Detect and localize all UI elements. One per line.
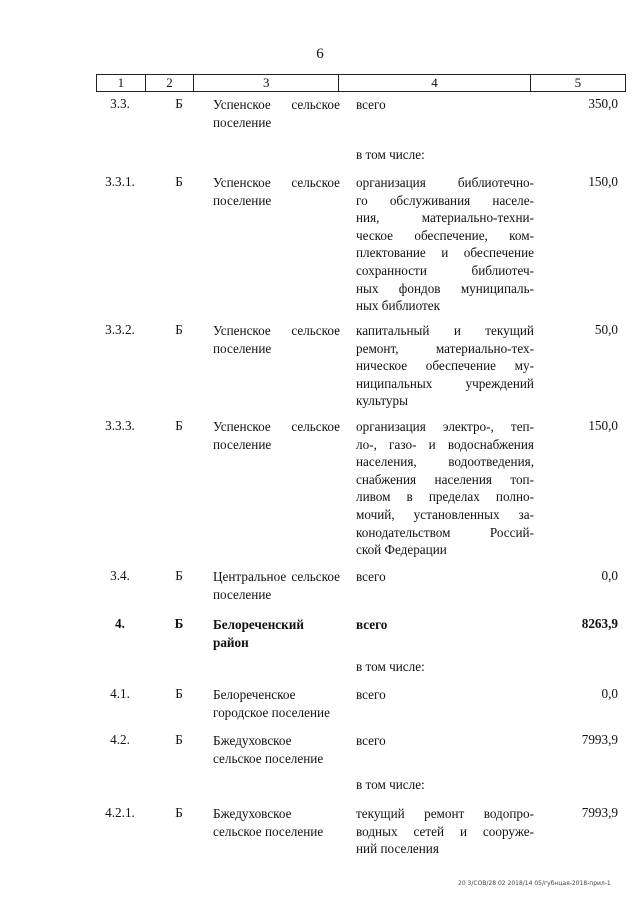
row-name: Успенское сельское поселение (213, 97, 340, 130)
row-name: Успенское сельское поселение (213, 323, 340, 356)
row-name: Центральное сельское поселение (213, 569, 340, 602)
header-cell: 3 (194, 75, 339, 91)
row-description: организация электро-, теп- ло-, газо- и водоснабжения населения, водоотведения, снабжения населения топ- ливом в пределах полно- мочий, установленных за- конодательством Россий- ской Федерации (356, 419, 534, 558)
row-category: Б (175, 686, 183, 701)
row-name: Белореченский район (213, 617, 304, 650)
row-amount: 7993,9 (581, 805, 618, 820)
header-cell: 4 (339, 75, 531, 91)
row-number: 3.3. (110, 96, 130, 111)
header-cell: 1 (97, 75, 146, 91)
row-name: Успенское сельское поселение (213, 419, 340, 452)
row-number: 4.2.1. (105, 805, 135, 820)
row-category: Б (175, 322, 183, 337)
row-description: всего (356, 569, 386, 584)
subtotal-label: в том числе: (356, 147, 425, 162)
row-amount: 8263,9 (581, 616, 618, 631)
row-name: Белореченское городское поселение (213, 687, 330, 720)
row-category: Б (175, 174, 183, 189)
row-name: Бжедуховское сельское поселение (213, 733, 324, 766)
row-number: 3.4. (110, 568, 130, 583)
row-number: 3.3.1. (105, 174, 135, 189)
subtotal-label: в том числе: (356, 659, 425, 674)
header-cell: 5 (574, 75, 582, 90)
row-description: всего (356, 97, 386, 112)
row-category: Б (174, 616, 184, 631)
row-amount: 7993,9 (581, 732, 618, 747)
row-category: Б (175, 96, 183, 111)
row-amount: 0,0 (601, 568, 618, 583)
document-footer-code: 20 3/СОВ/28 02 2018/14 05/губнцая-2018-прил-1 (458, 880, 611, 887)
row-category: Б (175, 732, 183, 747)
row-number: 4.2. (110, 732, 130, 747)
row-number: 3.3.2. (105, 322, 135, 337)
table-header-row (96, 74, 626, 92)
row-category: Б (175, 805, 183, 820)
row-description: капитальный и текущий ремонт, материально-тех- ническое обеспечение му- ниципальных учреждений культуры (356, 323, 534, 409)
row-description: всего (356, 733, 386, 748)
row-number: 3.3.3. (105, 418, 135, 433)
row-description: всего (356, 617, 388, 632)
subtotal-label: в том числе: (356, 777, 425, 792)
row-name: Успенское сельское поселение (213, 175, 340, 208)
row-amount: 50,0 (594, 322, 618, 337)
row-amount: 150,0 (588, 174, 618, 189)
row-amount: 150,0 (588, 418, 618, 433)
row-description: всего (356, 687, 386, 702)
row-category: Б (175, 418, 183, 433)
header-cell: 2 (146, 75, 195, 91)
row-category: Б (175, 568, 183, 583)
row-description: организация библиотечно- го обслуживания населе- ния, материально-техни- ческое обеспечение, ком- плектование и обеспечение сохранности библиотеч- ных фондов муниципаль- ных библиотек (356, 175, 534, 314)
row-amount: 350,0 (588, 96, 618, 111)
row-number: 4. (115, 616, 125, 631)
row-description: текущий ремонт водопро- водных сетей и сооруже- ний поселения (356, 806, 534, 857)
row-amount: 0,0 (601, 686, 618, 701)
row-name: Бжедуховское сельское поселение (213, 806, 324, 839)
row-number: 4.1. (110, 686, 130, 701)
page-number: 6 (316, 46, 324, 62)
